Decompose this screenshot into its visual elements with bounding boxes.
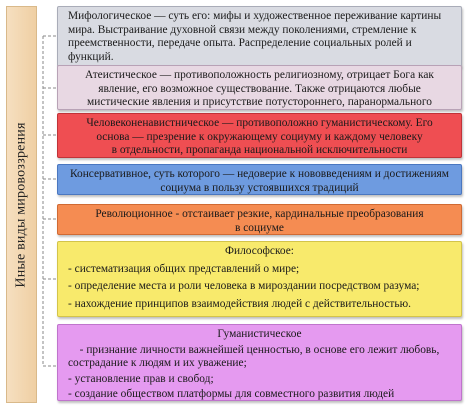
worldview-misanthropic: [57, 113, 462, 158]
worldview-conservative: [57, 164, 462, 195]
side-label: [6, 6, 37, 403]
list-item: сострадание к людям и их уважение;: [68, 357, 247, 370]
bracket-connector: [37, 6, 57, 403]
box-title: Философское:: [225, 245, 294, 257]
text-line: Мифологическое — суть его: мифы и художественное переживание картины: [68, 10, 442, 22]
list-item: - установление прав и свобод;: [68, 372, 214, 385]
list-item: - определение места и роли человека в мироздании посредством разума;: [68, 280, 420, 293]
text-line: основа — презрение к окружающему социуму и каждому человеку: [96, 130, 423, 143]
text-line: мистические явления и присутствие потустороннего, паранормального: [87, 96, 432, 109]
text-line: Атеистическое — противоположность религиозному, отрицает Бога как: [85, 69, 434, 81]
box-title: Гуманистическое: [217, 328, 302, 340]
worldview-mythological: [57, 6, 462, 67]
text-line: преемственности, передаче опыта. Распределение социальных ролей и: [68, 37, 412, 50]
list-item: - создание обществом платформы для совместного развития людей: [68, 388, 395, 401]
list-item: - признание личности важнейшей ценностью, в основе его лежит любовь,: [79, 343, 440, 356]
list-item: - нахождение принципов взаимодействия людей с действительностью.: [68, 297, 411, 310]
worldview-atheistic: [57, 65, 462, 110]
text-line: явление, его возможное существование. Также отрицаются любые: [98, 82, 421, 95]
side-label-text: Иные виды мировоззрения: [13, 121, 29, 288]
text-line: функций.: [68, 50, 114, 63]
text-line: в отдельности, пропаганда национальной исключительности: [111, 144, 408, 157]
worldview-revolutionary: [57, 204, 462, 235]
text-line: Консервативное, суть которого — недоверие к нововведениям и достижениям: [69, 168, 449, 180]
list-item: - систематизация общих представлений о мире;: [68, 262, 300, 275]
text-line: Революционное - отстаивает резкие, кардинальные преобразования: [95, 208, 424, 220]
text-line: в социуме: [235, 221, 284, 234]
worldview-humanistic: [57, 324, 462, 401]
text-line: социума в пользу устоявшихся традиций: [160, 181, 359, 194]
text-line: Человеконенавистническое — противоположно гуманистическому. Его: [86, 117, 433, 129]
text-line: мира. Выстраивание духовной связи между поколениями, стремление к: [68, 23, 417, 36]
worldview-philosophical: [57, 241, 462, 317]
